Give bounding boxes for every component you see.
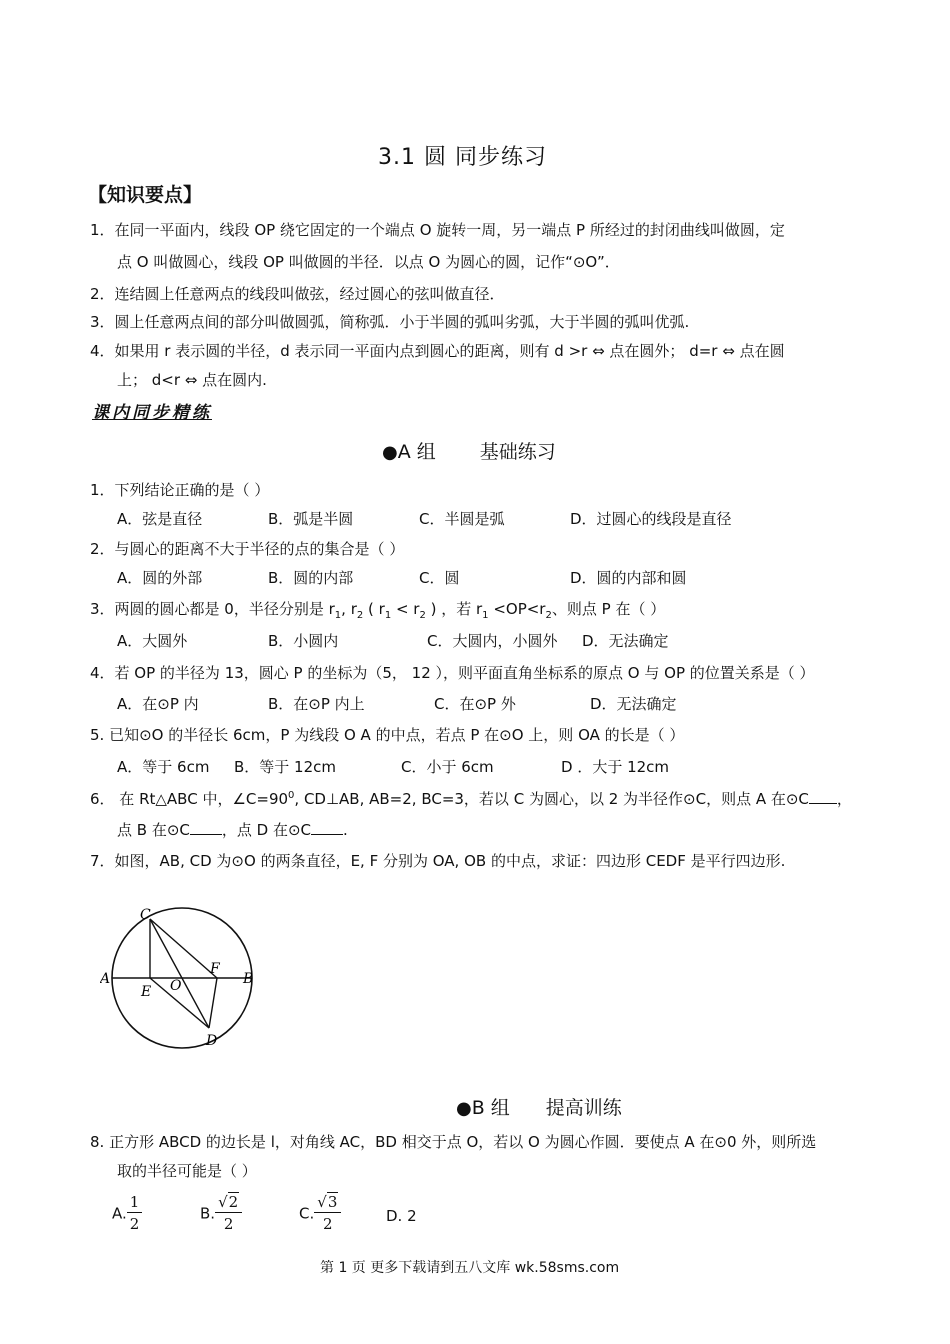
fraction-a: $\frac{1}{2}$ (127, 1192, 143, 1235)
fraction-b: $\frac{√2}{2}$ (215, 1192, 242, 1235)
question-8-option-a: A. $\frac{1}{2}$ (112, 1192, 142, 1235)
question-8-option-c: C. $\frac{√3}{2}$ (299, 1192, 341, 1235)
knowledge-item-3: 3．圆上任意两点间的部分叫做圆弧，简称弧．小于半圆的弧叫劣弧，大于半圆的弧叫优弧. (90, 313, 690, 331)
group-b-label: B 组 (471, 1097, 510, 1119)
question-1-option-c: C．半圆是弧 (419, 510, 505, 528)
label-c: C (140, 907, 151, 923)
question-4-option-d: D．无法确定 (590, 695, 677, 713)
question-3-option-c: C．大圆内，小圆外 (427, 632, 558, 650)
question-3-option-b: B．小圆内 (268, 632, 339, 650)
question-1-option-b: B．弧是半圆 (268, 510, 354, 528)
question-2-stem: 2．与圆心的距离不大于半径的点的集合是（ ） (90, 540, 405, 558)
question-2-option-c: C．圆 (419, 569, 460, 587)
knowledge-item-1-line2: 点 O 叫做圆心，线段 OP 叫做圆的半径．以点 O 为圆心的圆，记作“⊙O”． (117, 253, 620, 271)
question-5-stem: 5. 已知⊙O 的半径长 6cm，P 为线段 O A 的中点，若点 P 在⊙O 上，则 OA 的长是（ ） (90, 726, 685, 744)
question-4-stem: 4．若 OP 的半径为 13，圆心 P 的坐标为（5， 12 ），则平面直角坐标系的原点 O 与 OP 的位置关系是（ ） (90, 664, 815, 682)
answer-blank-b[interactable] (190, 822, 222, 835)
knowledge-heading: 【知识要点】 (88, 184, 203, 206)
question-5-option-d: D ．大于 12cm (561, 758, 670, 776)
circle-figure (100, 905, 270, 1055)
sqrt-icon: √2 (218, 1193, 239, 1211)
bullet-icon: ● (382, 442, 398, 463)
knowledge-item-4-line1: 4．如果用 r 表示圆的半径，d 表示同一平面内点到圆心的距离，则有 d >r ⇔ 点在圆外； d=r ⇔ 点在圆 (90, 342, 785, 360)
label-e: E (141, 984, 152, 1000)
question-5-option-b: B．等于 12cm (234, 758, 337, 776)
question-6-line2: 点 B 在⊙C ，点 D 在⊙C . (117, 821, 348, 839)
question-6-line1: 6． 在 Rt△ABC 中，$\angle C=90^0$, CD⊥AB, AB=2, BC=3，若以 C 为圆心，以 2 为半径作⊙C，则点 A 在⊙C ， (90, 790, 852, 808)
group-b-name: 提高训练 (545, 1097, 622, 1119)
question-8-option-b: B. $\frac{√2}{2}$ (200, 1192, 242, 1235)
question-1-option-d: D．过圆心的线段是直径 (570, 510, 732, 528)
knowledge-item-1-line1: 1．在同一平面内，线段 OP 绕它固定的一个端点 O 旋转一周，另一端点 P 所经过的封闭曲线叫做圆，定 (90, 221, 785, 239)
question-7-stem: 7．如图，AB, CD 为⊙O 的两条直径，E, F 分别为 OA, OB 的中点，求证：四边形 CEDF 是平行四边形. (90, 852, 786, 870)
diameter-cd (150, 919, 209, 1028)
segment-fd (209, 978, 217, 1028)
answer-blank-d[interactable] (311, 822, 343, 835)
label-d: D (206, 1033, 218, 1049)
segment-cf (150, 919, 217, 978)
question-8-line1: 8. 正方形 ABCD 的边长是 l，对角线 AC，BD 相交于点 O，若以 O 为圆心作圆．要使点 A 在⊙0 外，则所选 (90, 1133, 817, 1151)
question-1-stem: 1．下列结论正确的是（ ） (90, 481, 270, 499)
question-4-option-c: C．在⊙P 外 (434, 695, 516, 713)
group-b-header (456, 1093, 622, 1120)
question-3-stem: 3．两圆的圆心都是 0，半径分别是 $r_1$, $r_2$ ( $r_1 < r_2$ ) ，若 $r_1 <OP<r_2$、则点 P 在（ ） (90, 600, 666, 621)
knowledge-item-4-line2: 上； d<r ⇔ 点在圆内. (117, 371, 267, 389)
answer-blank-a[interactable] (809, 791, 837, 804)
question-3-option-d: D．无法确定 (582, 632, 669, 650)
sqrt-icon: √3 (317, 1193, 338, 1211)
question-5-option-c: C．小于 6cm (401, 758, 494, 776)
knowledge-item-2: 2．连结圆上任意两点的线段叫做弦，经过圆心的弦叫做直径． (90, 285, 505, 303)
question-3-option-a: A．大圆外 (117, 632, 188, 650)
question-8-line2: 取的半径可能是（ ） (117, 1162, 257, 1180)
question-2-option-b: B．圆的内部 (268, 569, 354, 587)
question-4-option-b: B．在⊙P 内上 (268, 695, 365, 713)
label-a: A (100, 971, 111, 987)
question-8-option-d: D. 2 (386, 1207, 417, 1225)
group-a-label: A 组 (397, 441, 436, 463)
question-2-option-a: A．圆的外部 (117, 569, 203, 587)
group-a-header (382, 437, 556, 464)
page-title: 3.1 圆 同步练习 (378, 145, 547, 170)
group-a-name: 基础练习 (479, 441, 556, 463)
label-f: F (210, 961, 220, 977)
bullet-icon: ● (456, 1098, 472, 1119)
label-b: B (243, 971, 254, 987)
label-o: O (170, 978, 182, 994)
page-footer: 第 1 页 更多下载请到五八文库 wk.58sms.com (320, 1260, 620, 1276)
question-2-option-d: D．圆的内部和圆 (570, 569, 687, 587)
fraction-c: $\frac{√3}{2}$ (314, 1192, 341, 1235)
section-title: 课内同步精练 (92, 403, 212, 423)
question-1-option-a: A．弦是直径 (117, 510, 203, 528)
question-5-option-a: A．等于 6cm (117, 758, 210, 776)
question-4-option-a: A．在⊙P 内 (117, 695, 199, 713)
